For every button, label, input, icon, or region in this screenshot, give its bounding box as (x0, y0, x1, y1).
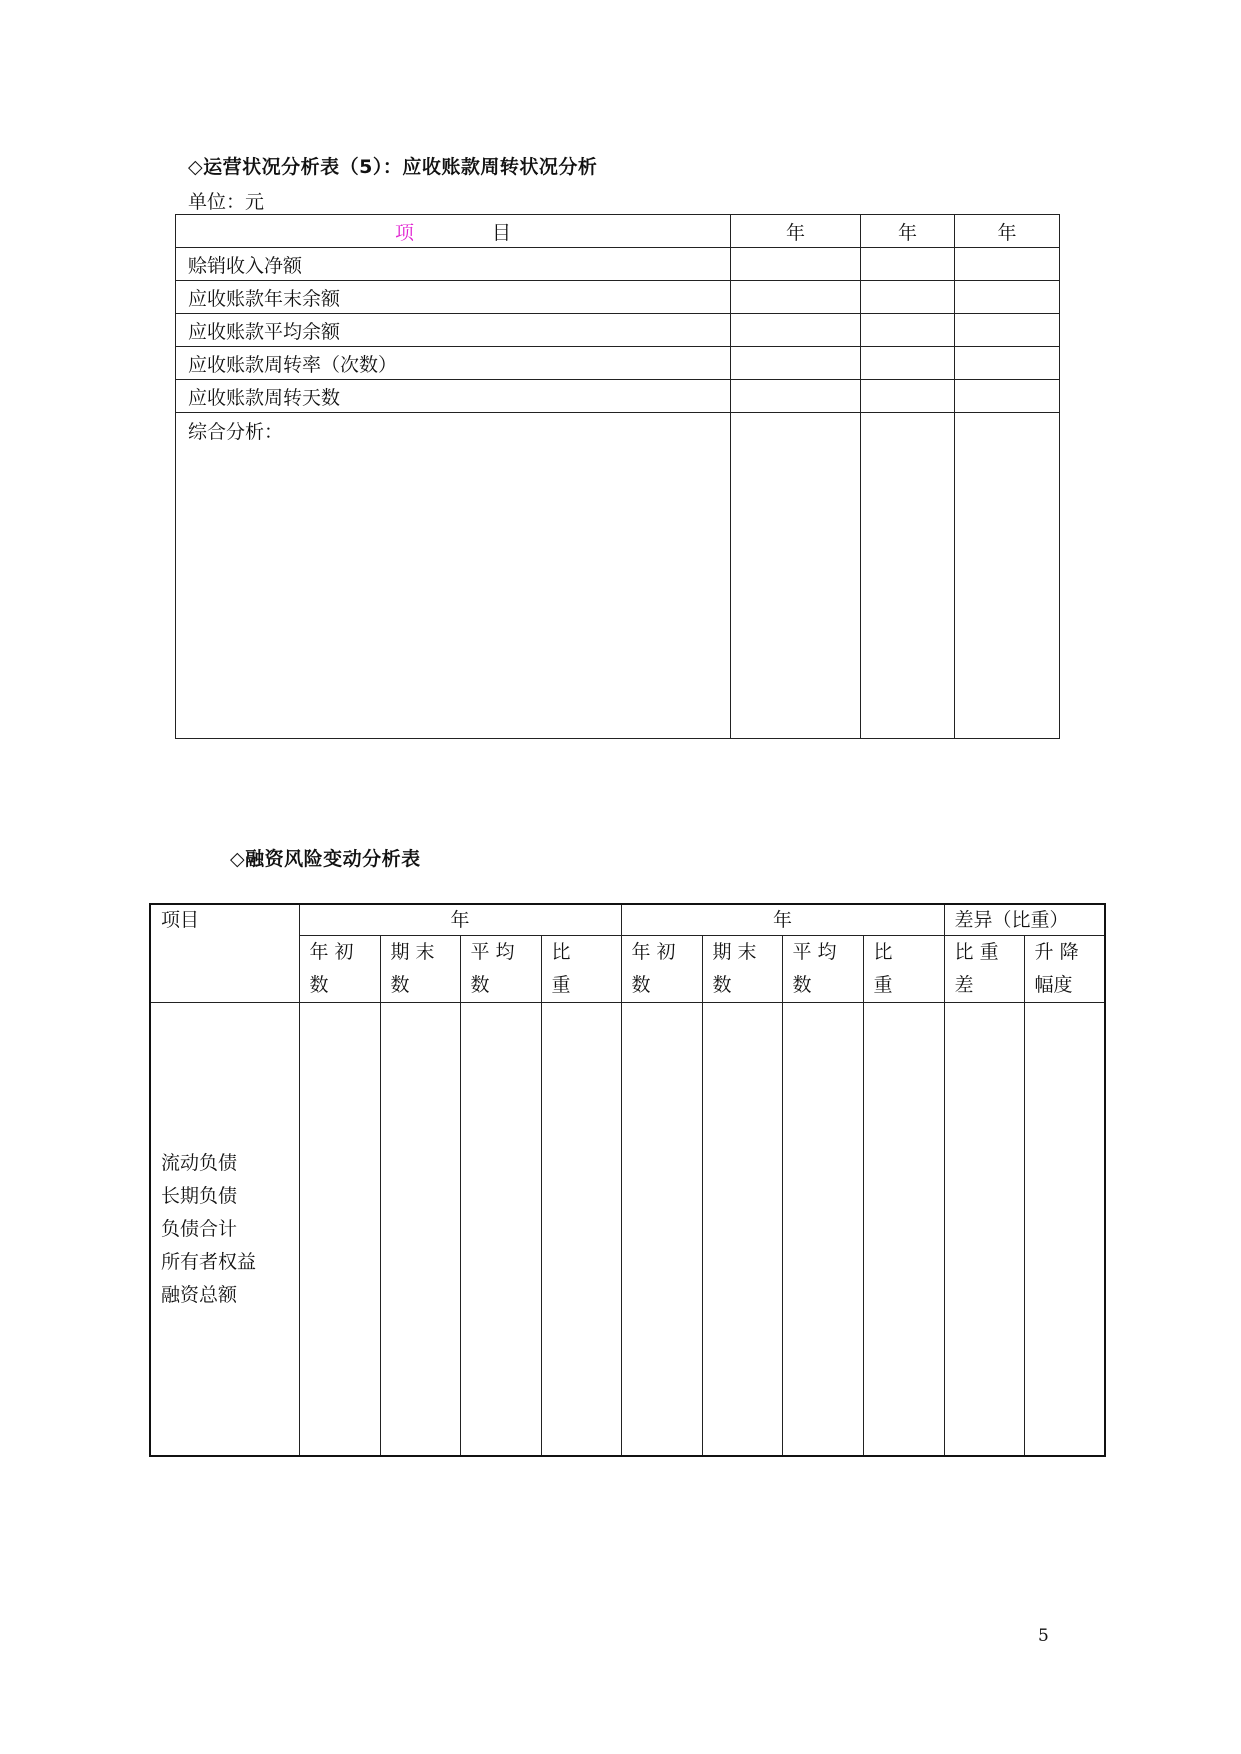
row-label: 应收账款平均余额 (176, 314, 731, 347)
list-item: 流动负债 (161, 1151, 238, 1174)
sub-header-line: 年 初 (631, 941, 676, 963)
sub-header-line: 期 末 (390, 941, 435, 963)
sub-header-line: 重 (551, 974, 571, 996)
sub-header-line: 幅度 (1034, 974, 1073, 996)
sub-header-line: 平 均 (470, 941, 515, 963)
row-label: 赊销收入净额 (176, 248, 731, 281)
sub-header-closing (702, 936, 782, 1003)
analysis-cell[interactable] (731, 413, 861, 739)
value-cell[interactable] (731, 347, 861, 380)
header-item: 项目 (150, 904, 299, 1003)
list-item: 长期负债 (161, 1184, 238, 1207)
value-cell[interactable] (955, 281, 1060, 314)
header-year-2: 年 (621, 904, 944, 936)
sub-header-line: 比 重 (954, 941, 999, 963)
value-cell[interactable] (731, 314, 861, 347)
value-cell[interactable] (955, 248, 1060, 281)
sub-header-closing (380, 936, 460, 1003)
table-row (176, 380, 1060, 413)
row-label: 应收账款周转率（次数） (176, 347, 731, 380)
sub-header-line: 升 降 (1034, 941, 1079, 963)
value-cell[interactable] (731, 380, 861, 413)
value-cell[interactable] (955, 347, 1060, 380)
value-cell[interactable] (861, 314, 955, 347)
value-cell[interactable] (731, 281, 861, 314)
analysis-cell[interactable] (955, 413, 1060, 739)
financing-risk-table (149, 903, 1106, 1457)
item-list (150, 1003, 299, 1457)
header-item (176, 215, 731, 248)
table-row (176, 248, 1060, 281)
sub-header-line: 比 (873, 941, 893, 963)
value-cell[interactable] (782, 1003, 863, 1457)
sub-header-average (782, 936, 863, 1003)
sub-header-weight-diff (944, 936, 1024, 1003)
body-row (150, 1003, 1105, 1457)
row-label: 应收账款周转天数 (176, 380, 731, 413)
value-cell[interactable] (731, 248, 861, 281)
value-cell[interactable] (702, 1003, 782, 1457)
value-cell[interactable] (955, 380, 1060, 413)
header-year-1: 年 (731, 215, 861, 248)
table-row (176, 347, 1060, 380)
receivables-turnover-table (175, 214, 1060, 739)
header-year-1: 年 (299, 904, 621, 936)
sub-header-line: 重 (873, 974, 893, 996)
sub-header-opening (621, 936, 702, 1003)
value-cell[interactable] (460, 1003, 541, 1457)
value-cell[interactable] (861, 347, 955, 380)
header-row-1 (150, 904, 1105, 936)
analysis-row (176, 413, 1060, 739)
value-cell[interactable] (621, 1003, 702, 1457)
section2-title: ◇融资风险变动分析表 (230, 848, 421, 870)
sub-header-line: 数 (712, 974, 732, 996)
sub-header-average (460, 936, 541, 1003)
header-year-3: 年 (955, 215, 1060, 248)
sub-header-change-rate (1024, 936, 1105, 1003)
header-year-2: 年 (861, 215, 955, 248)
table-row (176, 314, 1060, 347)
sub-header-line: 数 (631, 974, 651, 996)
header-item-part-a: 项 (394, 221, 414, 244)
value-cell[interactable] (863, 1003, 944, 1457)
list-item: 融资总额 (161, 1283, 238, 1306)
list-item: 所有者权益 (161, 1250, 257, 1273)
header-item-part-b: 目 (492, 221, 512, 244)
sub-header-weight (863, 936, 944, 1003)
value-cell[interactable] (861, 281, 955, 314)
analysis-label[interactable]: 综合分析： (176, 413, 731, 739)
value-cell[interactable] (1024, 1003, 1105, 1457)
value-cell[interactable] (299, 1003, 380, 1457)
sub-header-line: 期 末 (712, 941, 757, 963)
list-item: 负债合计 (161, 1217, 238, 1240)
row-label: 应收账款年末余额 (176, 281, 731, 314)
sub-header-weight (541, 936, 621, 1003)
sub-header-line: 年 初 (309, 941, 354, 963)
table-header-row (176, 215, 1060, 248)
sub-header-line: 数 (792, 974, 812, 996)
value-cell[interactable] (541, 1003, 621, 1457)
sub-header-line: 差 (954, 974, 974, 996)
sub-header-opening (299, 936, 380, 1003)
header-diff: 差异（比重） (944, 904, 1105, 936)
unit-label: 单位：元 (188, 191, 265, 213)
value-cell[interactable] (380, 1003, 460, 1457)
sub-header-line: 平 均 (792, 941, 837, 963)
sub-header-line: 数 (309, 974, 329, 996)
table-row (176, 281, 1060, 314)
value-cell[interactable] (861, 380, 955, 413)
page-number: 5 (1038, 1626, 1049, 1646)
sub-header-line: 比 (551, 941, 571, 963)
value-cell[interactable] (861, 248, 955, 281)
value-cell[interactable] (955, 314, 1060, 347)
analysis-cell[interactable] (861, 413, 955, 739)
section1-title: ◇运营状况分析表（5）：应收账款周转状况分析 (188, 156, 598, 178)
sub-header-line: 数 (470, 974, 490, 996)
sub-header-line: 数 (390, 974, 410, 996)
value-cell[interactable] (944, 1003, 1024, 1457)
